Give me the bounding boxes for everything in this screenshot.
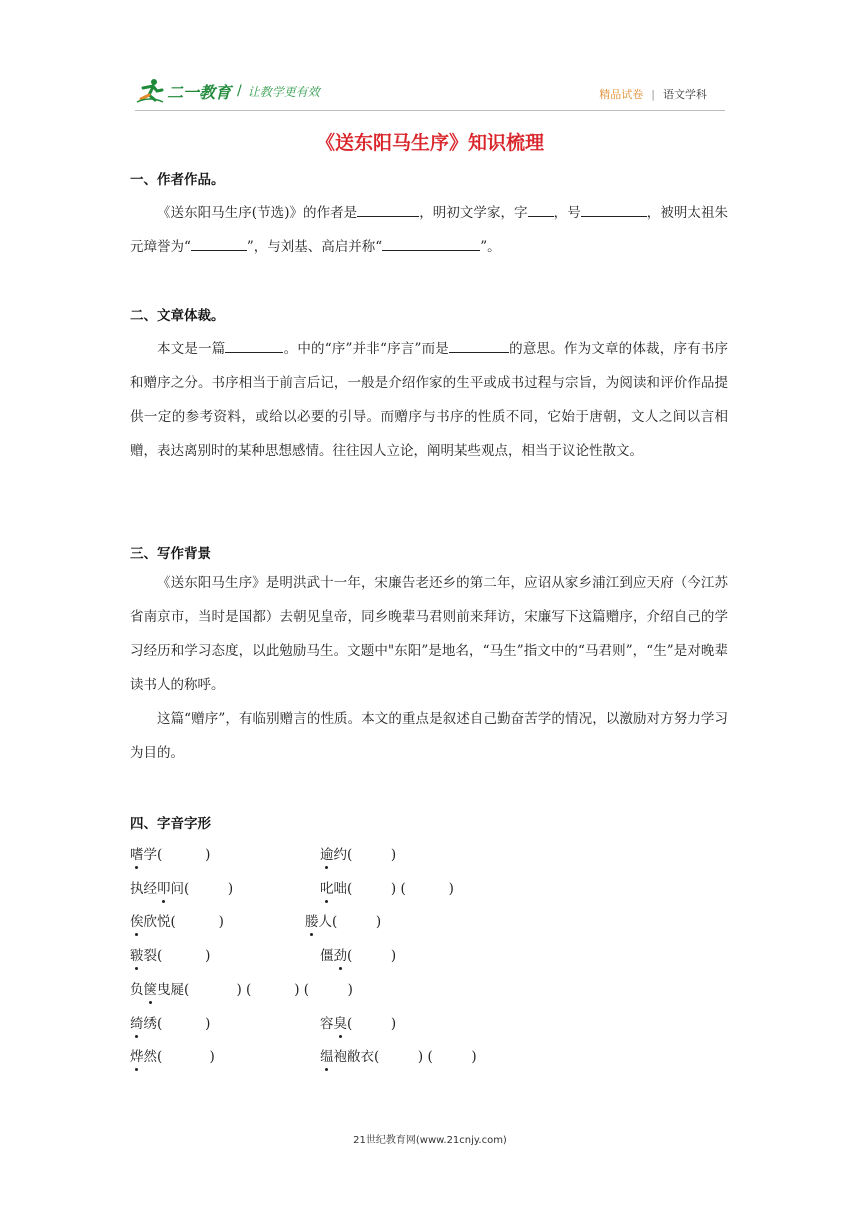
- vocab-item: 负箧曳屣( ) ( ) ( ): [130, 982, 353, 998]
- text: 。中的“序”并非“序言”而是: [283, 341, 449, 357]
- vocab-item: 逾约( ): [320, 847, 397, 863]
- vocab-item: 容臭( ): [320, 1016, 397, 1032]
- section-3-paragraph-2: 这篇“赠序”，有临别赠言的性质。本文的重点是叙述自己勤奋苦学的情况，以激励对方努力学习为目的。: [130, 711, 728, 761]
- fill-blank[interactable]: [191, 236, 247, 251]
- vocab-item: 媵人( ): [305, 914, 382, 930]
- text: ，被明太祖朱元璋誉为“: [130, 205, 729, 255]
- header-category: 精品试卷: [599, 88, 644, 101]
- section-heading-3: 三、写作背景: [130, 546, 211, 562]
- vocab-item: 缊袍敝衣( ) ( ): [320, 1049, 477, 1065]
- vocab-item: 烨然( ): [130, 1049, 215, 1065]
- vocab-item: 嗜学( ): [130, 847, 211, 863]
- page-header: [135, 78, 725, 111]
- vocab-item: 俟欣悦( ): [130, 914, 224, 930]
- header-right: [599, 86, 707, 102]
- text: 《送东阳马生序(节选)》的作者是: [157, 205, 358, 221]
- text: ”，与刘基、高启并称“: [246, 239, 383, 255]
- logo-slogan: 让教学更有效: [247, 84, 320, 99]
- vocab-item: 皲裂( ): [130, 948, 211, 964]
- text: ”。: [480, 239, 501, 255]
- text: ，明初文学家，字: [419, 205, 528, 221]
- fill-blank[interactable]: [528, 202, 554, 217]
- fill-blank[interactable]: [449, 338, 509, 353]
- vocab-item: 绮绣( ): [130, 1016, 211, 1032]
- page-footer: 21世纪教育网(www.21cnjy.com): [353, 1135, 507, 1146]
- section-2-paragraph: [130, 332, 728, 468]
- fill-blank[interactable]: [357, 202, 419, 217]
- vocab-item: 叱咄( ) ( ): [320, 881, 454, 897]
- section-3-paragraph-1: 《送东阳马生序》是明洪武十一年，宋廉告老还乡的第二年，应诏从家乡浦江到应天府（今江苏省南京市，当时是国都）去朝见皇帝，同乡晚辈马君则前来拜访，宋廉写下这篇赠序，介绍自己的学习经历和学习态度，以此勉励马生。文题中"东阳”是地名，“马生”指文中的“马君则”，“生”是对晚辈读书人的称呼。: [130, 575, 728, 693]
- logo: [135, 78, 320, 104]
- section-heading-1: 一、作者作品。: [130, 172, 225, 188]
- section-heading-4: 四、字音字形: [130, 816, 211, 832]
- runner-logo-icon: [135, 78, 165, 104]
- header-subject: 语文学科: [663, 88, 707, 101]
- vocab-item: 僵劲( ): [320, 948, 397, 964]
- page-title: 《送东阳马生序》知识梳理: [315, 132, 544, 154]
- logo-separator: /: [237, 83, 242, 99]
- vocab-item: 执经叩问( ): [130, 881, 234, 897]
- section-heading-2: 二、文章体裁。: [130, 308, 225, 324]
- header-divider: |: [651, 87, 655, 101]
- fill-blank[interactable]: [581, 202, 647, 217]
- fill-blank[interactable]: [225, 338, 283, 353]
- fill-blank[interactable]: [382, 236, 480, 251]
- text: ，号: [553, 205, 581, 221]
- text: 的意思。作为文章的体裁，序有书序和赠序之分。书序相当于前言后记，一般是介绍作家的生平或成书过程与宗旨，为阅读和评价作品提供一定的参考资料，或给以必要的引导。而赠序与书序的性质不同，它始于唐朝，文人之间以言相赠，表达离别时的某种思想感情。往往因人立论，阐明某些观点，相当于议论性散文。: [130, 341, 729, 459]
- text: 本文是一篇: [157, 341, 226, 357]
- section-1-paragraph: [130, 196, 728, 264]
- logo-name: 二一教育: [167, 82, 232, 102]
